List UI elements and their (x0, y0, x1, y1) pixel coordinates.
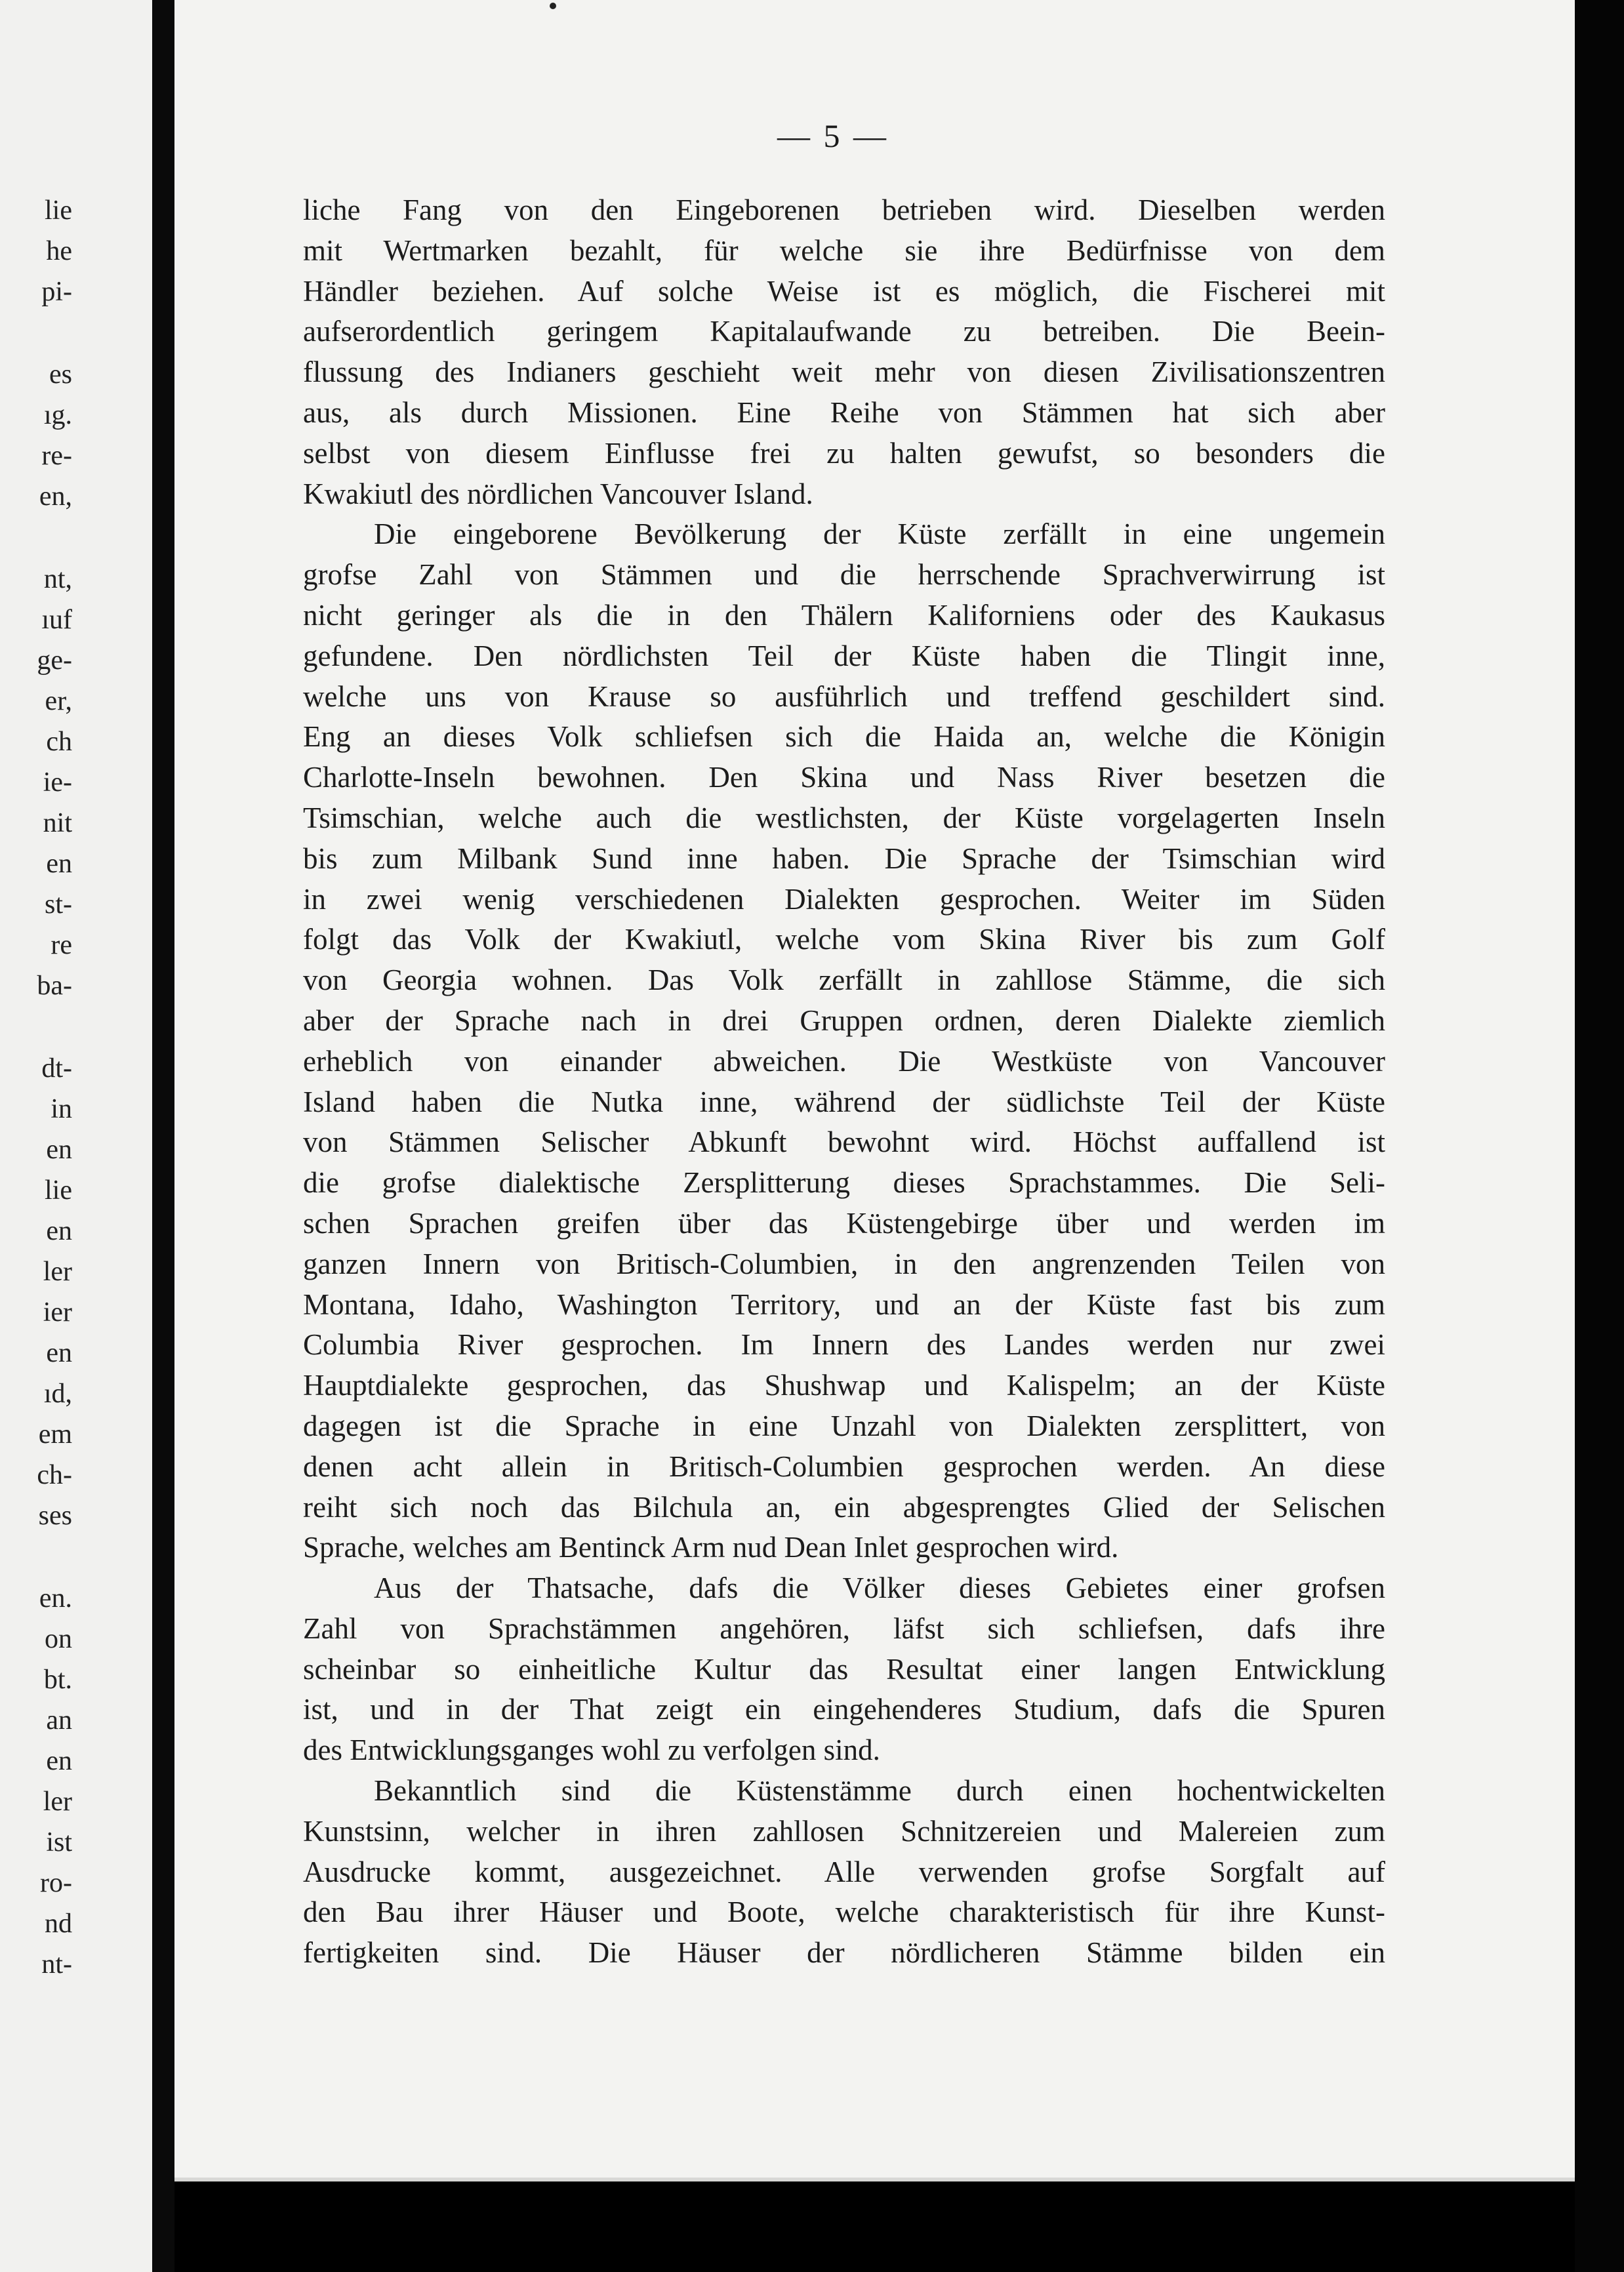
scan-border (1575, 0, 1624, 2272)
scan-speck (550, 3, 556, 9)
page-number: — 5 — (777, 117, 889, 154)
text-line: welche uns von Krause so ausführlich und treffend geschildert sind. (303, 680, 1385, 713)
text-line: folgt das Volk der Kwakiutl, welche vom Skina River bis zum Golf (303, 923, 1385, 956)
facing-page-fragment: en (46, 1746, 72, 1776)
text-line: Tsimschian, welche auch die westlichsten, der Küste vorgelagerten Inseln (303, 801, 1385, 834)
facing-page-fragment: nt- (41, 1949, 72, 1979)
text-line: bis zum Milbank Sund inne haben. Die Sprache der Tsimschian wird (303, 842, 1385, 875)
text-line: Zahl von Sprachstämmen angehören, läfst sich schliefsen, dafs ihre (303, 1612, 1385, 1645)
text-line: Columbia River gesprochen. Im Innern des Landes werden nur zwei (303, 1328, 1385, 1362)
text-line: des Entwicklungsganges wohl zu verfolgen sind. (303, 1734, 880, 1767)
facing-page-fragment: an (46, 1705, 72, 1735)
facing-page-fragment: ıd, (43, 1379, 72, 1409)
text-line: ganzen Innern von Britisch-Columbien, in den angrenzenden Teilen von (303, 1247, 1385, 1280)
body-text (303, 190, 1385, 1974)
text-line: Sprache, welches am Bentinck Arm nud Dean Inlet gesprochen wird. (303, 1531, 1119, 1564)
facing-page-fragment: en (46, 1338, 72, 1368)
facing-page-fragment: nt, (43, 564, 72, 594)
text-line: gefundene. Den nördlichsten Teil der Küste haben die Tlingit inne, (303, 639, 1385, 672)
text-line: erheblich von einander abweichen. Die Westküste von Vancouver (303, 1044, 1385, 1078)
facing-page-fragment: bt. (43, 1665, 72, 1695)
book-gutter (152, 0, 174, 2272)
text-line: von Georgia wohnen. Das Volk zerfällt in zahllose Stämme, die sich (303, 964, 1385, 997)
text-line: den Bau ihrer Häuser und Boote, welche charakteristisch für ihre Kunst- (303, 1896, 1385, 1929)
text-line: die grofse dialektische Zersplitterung dieses Sprachstammes. Die Seli- (303, 1166, 1385, 1200)
facing-page-fragment: nit (43, 808, 72, 838)
facing-page-fragment: er, (45, 686, 72, 716)
facing-page-fragment: ist (46, 1827, 72, 1857)
text-line: flussung des Indianers geschieht weit mehr von diesen Zivilisationszentren (303, 355, 1385, 389)
text-line: Kunstsinn, welcher in ihren zahllosen Schnitzereien und Malereien zum (303, 1814, 1385, 1848)
text-line: ist, und in der That zeigt ein eingehenderes Studium, dafs die Spuren (303, 1693, 1385, 1726)
text-line: mit Wertmarken bezahlt, für welche sie ihre Bedürfnisse von dem (303, 233, 1385, 267)
facing-page-fragment: dt- (41, 1053, 72, 1084)
text-line: aus, als durch Missionen. Eine Reihe von Stämmen hat sich aber (303, 396, 1385, 429)
facing-page-fragment: em (38, 1419, 72, 1450)
text-line: aufserordentlich geringem Kapitalaufwande zu betreiben. Die Beein- (303, 315, 1385, 348)
facing-page-fragment: ler (43, 1787, 72, 1817)
facing-page-fragment: es (49, 359, 72, 390)
facing-page-fragment: ge- (37, 645, 72, 676)
facing-page-fragment: lie (45, 1175, 72, 1206)
facing-page-fragment: nd (45, 1909, 72, 1939)
facing-page (0, 0, 152, 2272)
text-line: grofse Zahl von Stämmen und die herrschende Sprachverwirrung ist (303, 558, 1385, 592)
facing-page-fragment: en, (39, 481, 72, 512)
facing-page-fragment: ch (46, 727, 72, 757)
facing-page-fragment: re- (41, 441, 72, 471)
facing-page-fragment: pi- (41, 277, 72, 307)
text-line: nicht geringer als die in den Thälern Kaliforniens oder des Kaukasus (303, 598, 1385, 632)
facing-page-fragment: on (45, 1624, 72, 1654)
facing-page-fragment: he (46, 236, 72, 266)
text-line: liche Fang von den Eingeborenen betrieben wird. Dieselben werden (303, 193, 1385, 226)
facing-page-fragment: ier (43, 1297, 72, 1328)
facing-page-fragment: ch- (37, 1460, 72, 1490)
facing-page-fragment: ro- (40, 1868, 72, 1898)
facing-page-fragment: lie (45, 195, 72, 226)
facing-page-fragment: ıuf (41, 605, 72, 635)
facing-page-fragment: en (46, 849, 72, 879)
text-line: fertigkeiten sind. Die Häuser der nördlicheren Stämme bilden ein (303, 1936, 1385, 1970)
text-line: Island haben die Nutka inne, während der südlichste Teil der Küste (303, 1085, 1385, 1118)
text-line: Kwakiutl des nördlichen Vancouver Island. (303, 477, 813, 510)
text-line: Aus der Thatsache, dafs die Völker dieses Gebietes einer grofsen (374, 1572, 1385, 1605)
text-line: aber der Sprache nach in drei Gruppen ordnen, deren Dialekte ziemlich (303, 1004, 1385, 1037)
facing-page-fragment: en (46, 1216, 72, 1246)
text-line: Charlotte-Inseln bewohnen. Den Skina und Nass River besetzen die (303, 761, 1385, 794)
facing-page-fragment: re (51, 930, 72, 960)
text-line: Eng an dieses Volk schliefsen sich die Haida an, welche die Königin (303, 720, 1385, 754)
facing-page-fragment: ıg. (43, 400, 72, 430)
text-line: Hauptdialekte gesprochen, das Shushwap und Kalispelm; an der Küste (303, 1369, 1385, 1402)
text-line: dagegen ist die Sprache in eine Unzahl von Dialekten zersplittert, von (303, 1409, 1385, 1442)
facing-page-text-fragments (0, 164, 72, 2000)
facing-page-fragment: ses (38, 1501, 72, 1531)
facing-page-fragment: ie- (43, 767, 72, 798)
text-line: schen Sprachen greifen über das Küstengebirge über und werden im (303, 1206, 1385, 1240)
text-line: Bekanntlich sind die Küstenstämme durch einen hochentwickelten (374, 1774, 1385, 1808)
text-line: selbst von diesem Einflusse frei zu halten gewufst, so besonders die (303, 436, 1385, 470)
text-line: Die eingeborene Bevölkerung der Küste zerfällt in eine ungemein (374, 517, 1385, 551)
text-line: scheinbar so einheitliche Kultur das Resultat einer langen Entwicklung (303, 1652, 1385, 1686)
text-line: Händler beziehen. Auf solche Weise ist es möglich, die Fischerei mit (303, 274, 1385, 308)
facing-page-fragment: ler (43, 1257, 72, 1287)
text-line: von Stämmen Selischer Abkunft bewohnt wird. Höchst auffallend ist (303, 1126, 1385, 1159)
facing-page-fragment: ba- (37, 971, 72, 1001)
facing-page-fragment: en (46, 1135, 72, 1165)
text-line: denen acht allein in Britisch-Columbien gesprochen werden. An diese (303, 1450, 1385, 1483)
text-line: Ausdrucke kommt, ausgezeichnet. Alle verwenden grofse Sorgfalt auf (303, 1855, 1385, 1888)
facing-page-fragment: in (51, 1094, 72, 1124)
facing-page-fragment: en. (39, 1583, 72, 1613)
text-line: Montana, Idaho, Washington Territory, und an der Küste fast bis zum (303, 1288, 1385, 1321)
text-line: reiht sich noch das Bilchula an, ein abgesprengtes Glied der Selischen (303, 1490, 1385, 1524)
text-line: in zwei wenig verschiedenen Dialekten gesprochen. Weiter im Süden (303, 882, 1385, 916)
facing-page-fragment: st- (45, 889, 72, 920)
